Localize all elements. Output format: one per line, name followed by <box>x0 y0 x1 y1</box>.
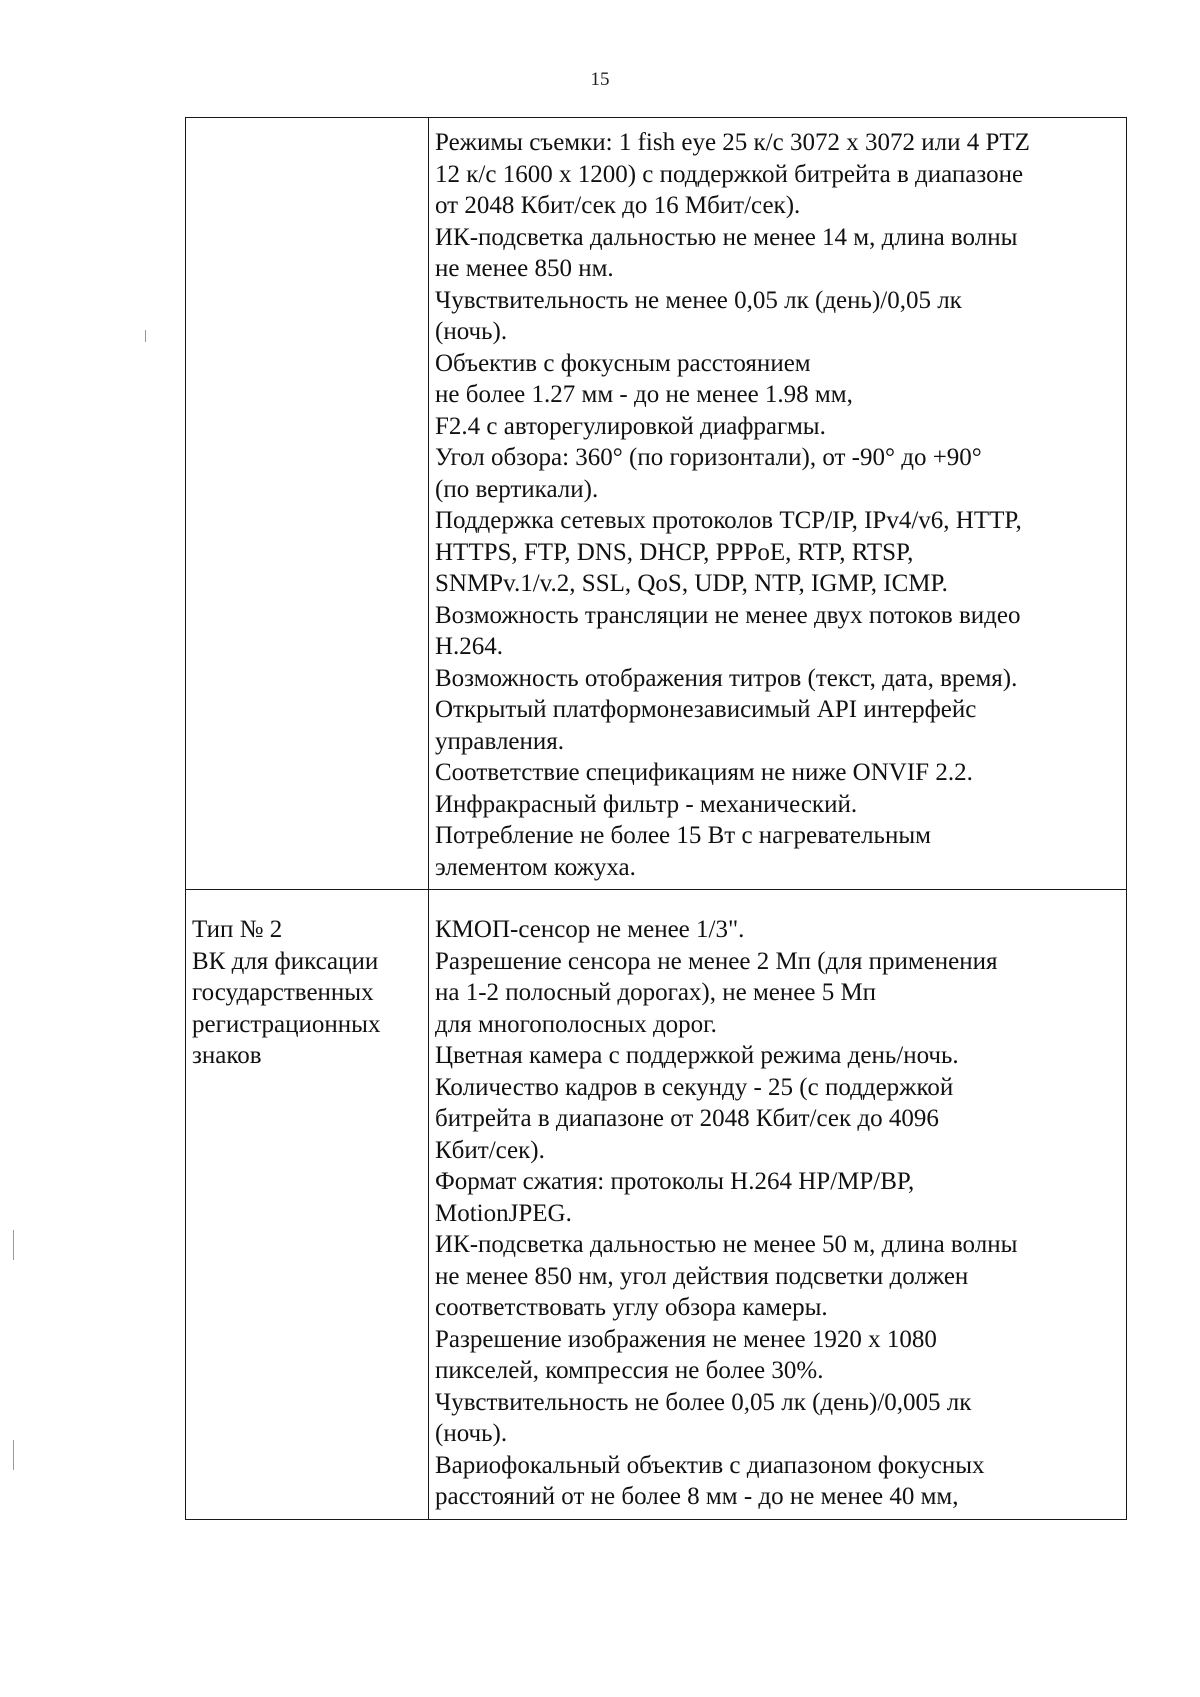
spec-line: битрейта в диапазоне от 2048 Кбит/сек до 4096 <box>435 1105 939 1132</box>
spec-line: SNMPv.1/v.2, SSL, QoS, UDP, NTP, IGMP, ICMP. <box>435 570 948 597</box>
spec-line: пикселей, компрессия не более 30%. <box>435 1357 824 1384</box>
page-number: 15 <box>590 69 610 90</box>
spec-line: Формат сжатия: протоколы H.264 HP/MP/BP, <box>435 1168 915 1195</box>
scan-margin-mark <box>145 330 146 342</box>
spec-line: не менее 850 нм. <box>435 255 614 282</box>
spec-line: Инфракрасный фильтр - механический. <box>435 790 858 818</box>
camera-type-cell <box>186 890 429 1520</box>
spec-line: Угол обзора: 360° (по горизонтали), от -90° до +90° <box>435 444 982 471</box>
spec-line: Открытый платформонезависимый API интерфейс <box>435 696 977 723</box>
camera-type-line: знаков <box>192 1042 262 1069</box>
spec-cell <box>429 890 1127 1520</box>
spec-line: HTTPS, FTP, DNS, DHCP, PPPoE, RTP, RTSP, <box>435 538 914 566</box>
spec-line: Чувствительность не менее 0,05 лк (день)/0,05 лк <box>435 286 962 314</box>
camera-type-line: государственных <box>192 979 374 1006</box>
camera-type-line: Тип № 2 <box>192 916 283 943</box>
spec-line: управления. <box>435 727 565 755</box>
spec-line: не менее 850 нм, угол действия подсветки должен <box>435 1262 969 1290</box>
spec-line: КМОП-сенсор не менее 1/3". <box>435 916 745 943</box>
spec-line: 12 к/с 1600 x 1200) с поддержкой битрейта в диапазоне <box>435 160 1024 188</box>
spec-line: для многополосных дорог. <box>435 1010 717 1038</box>
spec-line: соответствовать углу обзора камеры. <box>435 1294 828 1321</box>
spec-line: Объектив с фокусным расстоянием <box>435 349 811 377</box>
spec-line: MotionJPEG. <box>435 1199 572 1227</box>
spec-line: Цветная камера с поддержкой режима день/ночь. <box>435 1042 959 1069</box>
spec-line: не более 1.27 мм - до не менее 1.98 мм, <box>435 381 853 408</box>
spec-line: (ночь). <box>435 318 508 345</box>
camera-type-line: регистрационных <box>192 1010 381 1038</box>
spec-line: Возможность трансляции не менее двух потоков видео <box>435 601 1021 629</box>
spec-line: Разрешение изображения не менее 1920 x 1080 <box>435 1325 937 1353</box>
spec-line: на 1-2 полосный дорогах), не менее 5 Мп <box>435 979 877 1006</box>
spec-line: (по вертикали). <box>435 475 599 503</box>
scan-margin-mark <box>13 1230 14 1260</box>
spec-line: Соответствие спецификациям не ниже ONVIF 2.2. <box>435 759 973 786</box>
camera-type-cell <box>186 118 429 890</box>
table-row <box>186 890 1127 1520</box>
camera-type-line: ВК для фиксации <box>192 947 379 975</box>
spec-line: Возможность отображения титров (текст, дата, время). <box>435 664 1018 692</box>
spec-line: Количество кадров в секунду - 25 (с поддержкой <box>435 1073 954 1101</box>
spec-line: расстояний от не более 8 мм - до не менее 40 мм, <box>435 1483 959 1510</box>
spec-table <box>185 117 1127 1520</box>
spec-line: ИК-подсветка дальностью не менее 50 м, длина волны <box>435 1231 1018 1258</box>
spec-line: Вариофокальный объектив с диапазоном фокусных <box>435 1451 985 1479</box>
spec-line: Поддержка сетевых протоколов TCP/IP, IPv4/v6, HTTP, <box>435 507 1022 534</box>
spec-line: F2.4 с авторегулировкой диафрагмы. <box>435 412 826 440</box>
spec-line: Разрешение сенсора не менее 2 Мп (для применения <box>435 947 998 975</box>
spec-cell <box>429 118 1127 890</box>
scan-margin-mark <box>13 1440 14 1470</box>
spec-line: Кбит/сек). <box>435 1136 545 1164</box>
spec-line: H.264. <box>435 633 504 660</box>
spec-line: Чувствительность не более 0,05 лк (день)/0,005 лк <box>435 1388 972 1416</box>
spec-line: Потребление не более 15 Вт с нагревательным <box>435 822 931 849</box>
spec-line: элементом кожуха. <box>435 853 636 881</box>
spec-line: (ночь). <box>435 1420 508 1447</box>
spec-line: Режимы съемки: 1 fish eye 25 к/с 3072 x 3072 или 4 PTZ <box>435 129 1030 156</box>
spec-line: от 2048 Кбит/сек до 16 Мбит/сек). <box>435 192 801 219</box>
spec-line: ИК-подсветка дальностью не менее 14 м, длина волны <box>435 223 1018 251</box>
table-row <box>186 118 1127 890</box>
